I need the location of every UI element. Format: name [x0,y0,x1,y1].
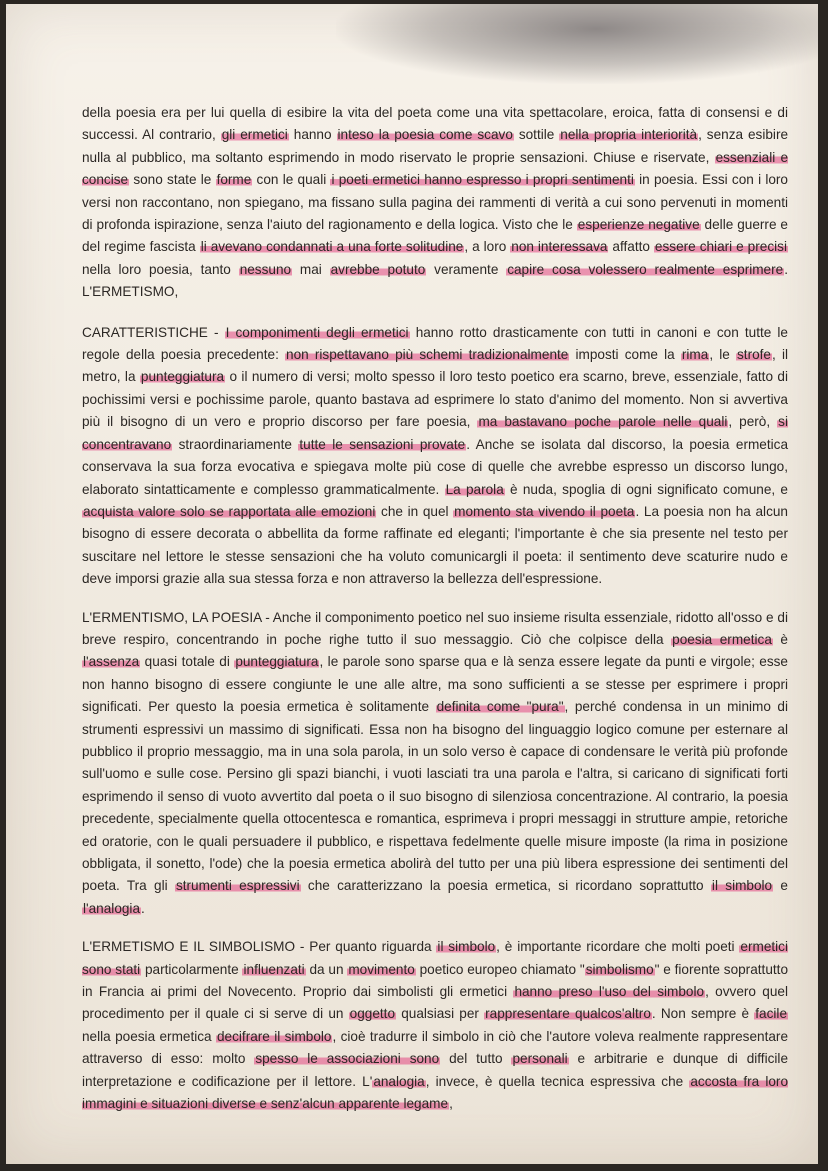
highlighted-text: analogia [373,1073,425,1089]
text-run: e arbitrarie e dunque di difficile interpretazione e codificazione per il lettore. L' [82,1051,788,1089]
highlighted-text: i poeti ermetici hanno espresso i propri sentimenti [331,172,634,188]
text-run: o il numero di versi; molto spesso il loro testo poetico era scarno, breve, essenziale, fatto di pochissimi versi e pochissime parole, quanto bastava ad esprimere lo stato d'animo del momento. Non si avvertiva più il bisogno di un vero e proprio discorso per fare poesia, [82,369,788,430]
highlighted-text: inteso la poesia come scavo [337,127,513,143]
text-run: mai [292,261,330,277]
text-run: L'ERMENTISMO, LA POESIA - Anche il componimento poetico nel suo insieme risulta essenziale, ridotto all'osso e di breve respiro, concentrando in poche righe tutto il suo messaggio. Ciò che colpisce della [82,609,788,647]
photographed-page [6,4,818,1164]
text-run: particolarmente [141,961,243,977]
highlighted-text: ma bastavano poche parole nelle quali [478,414,728,430]
text-run: da un [305,961,348,977]
text-run: . L'ERMETISMO, [82,261,788,300]
highlighted-text: strumenti espressivi [175,878,300,894]
text-run: , senza esibire nulla al pubblico, ma soltanto esprimendo in modo riservato le proprie sensazioni. Chiuse e riservate, [82,127,789,165]
highlighted-text: si concentravano [82,414,788,452]
highlighted-text: momento sta vivendo il poeta [454,503,635,519]
paragraph-la-poesia [82,607,788,921]
text-run: poetico europeo chiamato " [415,961,585,977]
text-run: è nuda, spoglia di ogni significato comune, e [504,481,788,497]
text-run: , il metro, la [82,347,788,385]
highlighted-text: ermetici sono stati [82,939,788,977]
text-run: , le [709,347,736,363]
text-run: L'ERMETISMO E IL SIMBOLISMO - Per quanto riguarda [82,939,437,955]
text-run: . Non sempre è [651,1006,755,1022]
highlighted-text: accosta fra loro immagini e situazioni diverse e senz'alcun apparente legame [82,1073,788,1112]
highlighted-text: rima [681,347,709,363]
text-run: , è importante ricordare che molti poeti [496,939,740,955]
highlighted-text: nessuno [239,261,292,277]
text-run: . La poesia non ha alcun bisogno di essere decorata o abbellita da forme raffinate ed eleganti; l'importante è che sia presente nel testo per suscitare nel lettore le stesse sensazioni che ha voluto comunicargli il poeta: il sentimento deve scaturire nudo e deve imporsi grazie alla sua stessa forza e non attraverso la bellezza dell'espressione. [82,503,788,587]
text-run: in poesia. Essi con i loro versi non raccontano, non spiegano, ma fissano sulla pagina dei rammenti di verità a cui sono pervenuti in momenti di profonda ispirazione, senza l'aiuto del ragionamento e della logica. Visto che le [82,172,788,233]
highlighted-text: poesia ermetica [672,631,772,647]
highlighted-text: decifrare il simbolo [216,1028,332,1044]
paragraph-caratteristiche [82,322,788,591]
highlighted-text: gli ermetici [221,127,288,143]
highlighted-text: essere chiari e precisi [654,239,787,255]
highlighted-text: forme [216,172,252,188]
highlighted-text: il simbolo [437,939,496,955]
highlighted-text: influenzati [243,961,305,977]
text-run: della poesia era per lui quella di esibire la vita del poeta come una vita spettacolare, eroica, fatta di consensi e di successi. Al contrario, [82,105,788,143]
text-run: qualsiasi per [396,1006,485,1022]
text-run: " e fiorente soprattutto in Francia ai primi del Novecento. Proprio dai simbolisti gli ermetici [82,961,789,1000]
text-run: sono state le [129,172,216,188]
document-body [82,102,788,1131]
text-run: . Anche se isolata dal discorso, la poesia ermetica conservava la sua forza evocativa e spiegava molte più cose di quelle che avrebbe espresso un discorso lungo, elaborato sintatticamente e complesso grammaticalmente. [82,436,789,497]
highlighted-text: l'analogia [83,900,141,916]
highlighted-text: spesso le associazioni sono [255,1051,440,1067]
highlighted-text: punteggiatura [235,654,319,670]
text-run: è [772,631,788,647]
text-run: veramente [426,261,507,277]
highlighted-text: La parola [445,481,504,497]
highlighted-text: acquista valore solo se rapportata alle emozioni [83,503,376,519]
highlighted-text: non interessava [511,239,608,255]
text-run: nella loro poesia, tanto [82,261,239,277]
text-run: e [773,878,788,894]
text-run: imposti come la [569,347,681,363]
highlighted-text: li avevano condannati a una forte solitudine [200,239,464,255]
text-run: straordinariamente [172,436,299,452]
paragraph-intro [82,102,788,304]
text-run: nella poesia ermetica [82,1028,216,1044]
highlighted-text: I componimenti degli ermetici [225,324,409,340]
highlighted-text: oggetto [349,1006,396,1022]
text-run: hanno [288,127,337,143]
highlighted-text: strofe [737,347,771,363]
text-run: . [141,900,145,916]
text-run: , però, [728,414,778,430]
text-run: , a loro [464,239,511,255]
text-run: CARATTERISTICHE - [82,324,225,340]
highlighted-text: definita come "pura" [436,699,564,715]
text-run: hanno rotto drasticamente con tutti in canoni e con tutte le regole della poesia precedente: [82,324,788,363]
text-run: che caratterizzano la poesia ermetica, si ricordano soprattutto [300,878,711,894]
text-run: che in quel [376,503,454,519]
highlighted-text: personali [512,1051,568,1067]
text-run: del tutto [440,1051,512,1067]
highlighted-text: nella propria interiorità [560,127,698,143]
text-run: , cioè tradurre il simbolo in ciò che l'autore voleva realmente rappresentare attraverso di esso: molto [82,1028,789,1067]
text-run: , [449,1096,453,1112]
highlighted-text: avrebbe potuto [330,261,426,277]
text-run: , invece, è quella tecnica espressiva che [425,1073,690,1089]
text-run: , perché condensa in un minimo di strumenti espressivi un massimo di significati. Essa non ha bisogno del linguaggio logico comune per esternare al pubblico il proprio messaggio, ma in una sola parola, in un solo verso è capace di condensare le verità più profonde sull'uomo e sulle cose. Persino gli spazi bianchi, i vuoti lasciati tra una parola e l'altra, si caricano di significati forti esprimendo il senso di vuoto avvertito dal poeta o il suo bisogno di silenziosa concentrazione. Al contrario, la poesia precedente, specialmente quella ottocentesca e romantica, esprimeva i propri messaggi in strutture ampie, retoriche ed oratorie, con le quali persuadere il pubblico, e rispettava fedelmente quelle misure imposte (la rima in posizione obbligata, il sonetto, l'ode) che la poesia ermetica abolirà del tutto per una più libera espressione dei sentimenti del poeta. Tra gli [82,699,788,894]
highlighted-text: tutte le sensazioni provate [299,436,466,452]
text-run: quasi totale di [140,654,235,670]
highlighted-text: esperienze negative [577,217,700,233]
text-run: affatto [608,239,654,255]
text-run: , le parole sono sparse qua e là senza essere legate da punti e virgole; esse non hanno bisogno di essere congiunte le une alle altre, ma sono sufficienti a se stesse per esprimere i propri significati. Per questo la poesia ermetica è solitamente [82,654,788,715]
highlighted-text: hanno preso l'uso del simbolo [514,984,705,1000]
highlighted-text: capire cosa volessero realmente esprimere [507,261,784,277]
highlighted-text: essenziali e concise [82,149,789,188]
text-run: , ovvero quel procedimento per il quale ci si serve di un [82,984,788,1022]
page-shadow [336,4,818,84]
highlighted-text: rappresentare qualcos'altro [485,1006,651,1022]
text-run: con le quali [252,172,331,188]
paragraph-simbolismo [82,936,788,1115]
highlighted-text: l'assenza [83,654,140,670]
text-run: delle guerre e del regime fascista [82,217,788,255]
highlighted-text: non rispettavano più schemi tradizionalmente [286,347,569,363]
text-run: sottile [513,127,560,143]
highlighted-text: movimento [348,961,415,977]
highlighted-text: punteggiatura [140,369,225,385]
highlighted-text: simbolismo [585,961,654,977]
highlighted-text: il simbolo [711,878,773,894]
highlighted-text: facile [755,1006,788,1022]
